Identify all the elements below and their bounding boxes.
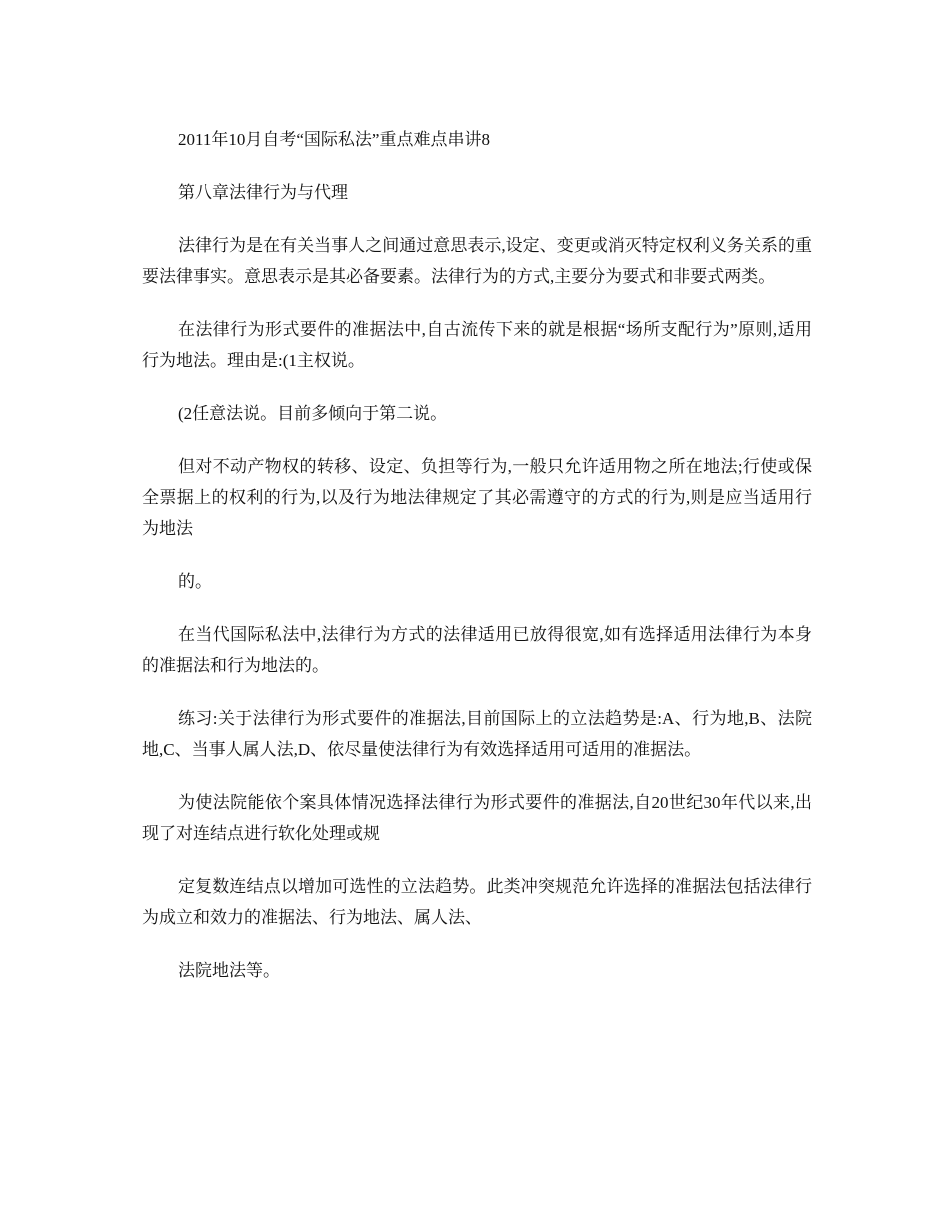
paragraph-definition: 法律行为是在有关当事人之间通过意思表示,设定、变更或消灭特定权利义务关系的重要法律事实。意思表示是其必备要素。法律行为的方式,主要分为要式和非要式两类。: [142, 236, 812, 286]
paragraph-forum-law: 法院地法等。: [178, 961, 280, 980]
paragraph-softening: 为使法院能依个案具体情况选择法律行为形式要件的准据法,自20世纪30年代以来,出现了对连结点进行软化处理或规: [142, 793, 812, 843]
paragraph-lex-loci: 在法律行为形式要件的准据法中,自古流传下来的就是根据“场所支配行为”原则,适用行为地法。理由是:(1主权说。: [142, 320, 812, 370]
paragraph-multiple-connecting-points: 定复数连结点以增加可选性的立法趋势。此类冲突规范允许选择的准据法包括法律行为成立和效力的准据法、行为地法、属人法、: [142, 877, 812, 927]
paragraph-theory-2: (2任意法说。目前多倾向于第二说。: [178, 404, 448, 423]
paragraph-exceptions-end: 的。: [178, 572, 212, 591]
chapter-heading: 第八章法律行为与代理: [178, 183, 348, 202]
paragraph-modern: 在当代国际私法中,法律行为方式的法律适用已放得很宽,如有选择适用法律行为本身的准据法和行为地法的。: [142, 625, 812, 675]
document-title: 2011年10月自考“国际私法”重点难点串讲8: [178, 130, 490, 149]
paragraph-exercise: 练习:关于法律行为形式要件的准据法,目前国际上的立法趋势是:A、行为地,B、法院地,C、当事人属人法,D、依尽量使法律行为有效选择适用可适用的准据法。: [142, 709, 812, 759]
document-body: [142, 124, 812, 1008]
paragraph-exceptions: 但对不动产物权的转移、设定、负担等行为,一般只允许适用物之所在地法;行使或保全票据上的权利的行为,以及行为地法律规定了其必需遵守的方式的行为,则是应当适用行为地法: [142, 457, 812, 538]
